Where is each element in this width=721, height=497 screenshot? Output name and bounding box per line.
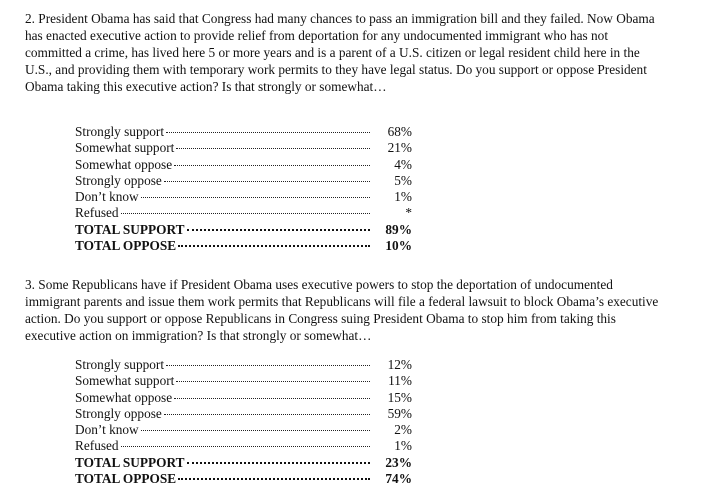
question-3-results [75, 357, 415, 487]
question-3-text: 3. Some Republicans have if President Obama uses executive powers to stop the deportation of undocumented immigrant parents and issue them work permits that Republicans will file a federal lawsuit to block Obama’s executive action. Do you support or oppose Republicans in Congress suing President Obama to stop him from taking this executive action on immigration? Is that strongly or somewhat… [25, 277, 659, 343]
result-row [75, 422, 415, 438]
response-value: 12% [387, 357, 412, 372]
response-label: Don’t know [75, 422, 139, 438]
response-label: Somewhat support [75, 373, 175, 389]
response-label: Refused [75, 438, 119, 454]
result-row [75, 406, 415, 422]
dot-leader [141, 430, 370, 431]
dot-leader [187, 462, 370, 464]
response-value: 4% [394, 156, 412, 172]
total-row [75, 238, 415, 254]
total-value: 74% [385, 471, 412, 487]
response-value: 68% [387, 124, 412, 139]
dot-leader [121, 446, 370, 447]
total-row [75, 455, 415, 471]
dot-leader [176, 381, 370, 382]
result-row [75, 140, 415, 156]
response-value: 2% [394, 422, 412, 438]
result-row [75, 205, 415, 221]
response-label: Somewhat oppose [75, 156, 173, 172]
total-row [75, 471, 415, 487]
response-value: 21% [387, 140, 412, 156]
dot-leader [166, 132, 370, 133]
dot-leader [164, 181, 370, 182]
dot-leader [164, 414, 370, 415]
response-label: Don’t know [75, 189, 139, 205]
total-value: 23% [385, 454, 412, 470]
response-value: 59% [387, 405, 412, 421]
total-value: 10% [385, 238, 412, 254]
result-row [75, 390, 415, 406]
total-value: 89% [385, 221, 412, 237]
response-label: Strongly oppose [75, 172, 162, 188]
dot-leader [178, 478, 370, 480]
response-value: 15% [387, 389, 412, 405]
response-label: Strongly support [75, 124, 165, 139]
dot-leader [141, 197, 370, 198]
dot-leader [174, 165, 370, 166]
dot-leader [174, 398, 370, 399]
result-row [75, 157, 415, 173]
total-label: TOTAL SUPPORT [75, 454, 185, 470]
total-label: TOTAL OPPOSE [75, 238, 177, 254]
response-label: Strongly support [75, 357, 165, 372]
total-label: TOTAL SUPPORT [75, 221, 185, 237]
result-row [75, 173, 415, 189]
result-row [75, 357, 415, 373]
response-label: Somewhat oppose [75, 389, 173, 405]
response-label: Somewhat support [75, 140, 175, 156]
question-2-results [75, 124, 415, 254]
dot-leader [121, 213, 370, 214]
total-row [75, 222, 415, 238]
response-value: 5% [394, 172, 412, 188]
question-2-text: 2. President Obama has said that Congress had many chances to pass an immigration bill and they failed. Now Obama has enacted executive action to provide relief from deportation for any undocumented immigrant who has not committed a crime, has lived here 5 or more years and is a parent of a U.S. citizen or legal resident child here in the U.S., and providing them with temporary work permits to they have legal status. Do you support or oppose President Obama taking this executive action? Is that strongly or somewhat… [25, 11, 655, 94]
result-row [75, 373, 415, 389]
dot-leader [187, 229, 370, 231]
response-value: 1% [394, 189, 412, 205]
response-label: Refused [75, 205, 119, 221]
dot-leader [178, 245, 370, 247]
response-value: * [405, 205, 412, 221]
response-value: 1% [394, 438, 412, 454]
result-row [75, 438, 415, 454]
result-row [75, 189, 415, 205]
response-value: 11% [388, 373, 412, 389]
dot-leader [176, 148, 370, 149]
result-row [75, 124, 415, 140]
total-label: TOTAL OPPOSE [75, 471, 177, 487]
response-label: Strongly oppose [75, 405, 162, 421]
dot-leader [166, 365, 370, 366]
